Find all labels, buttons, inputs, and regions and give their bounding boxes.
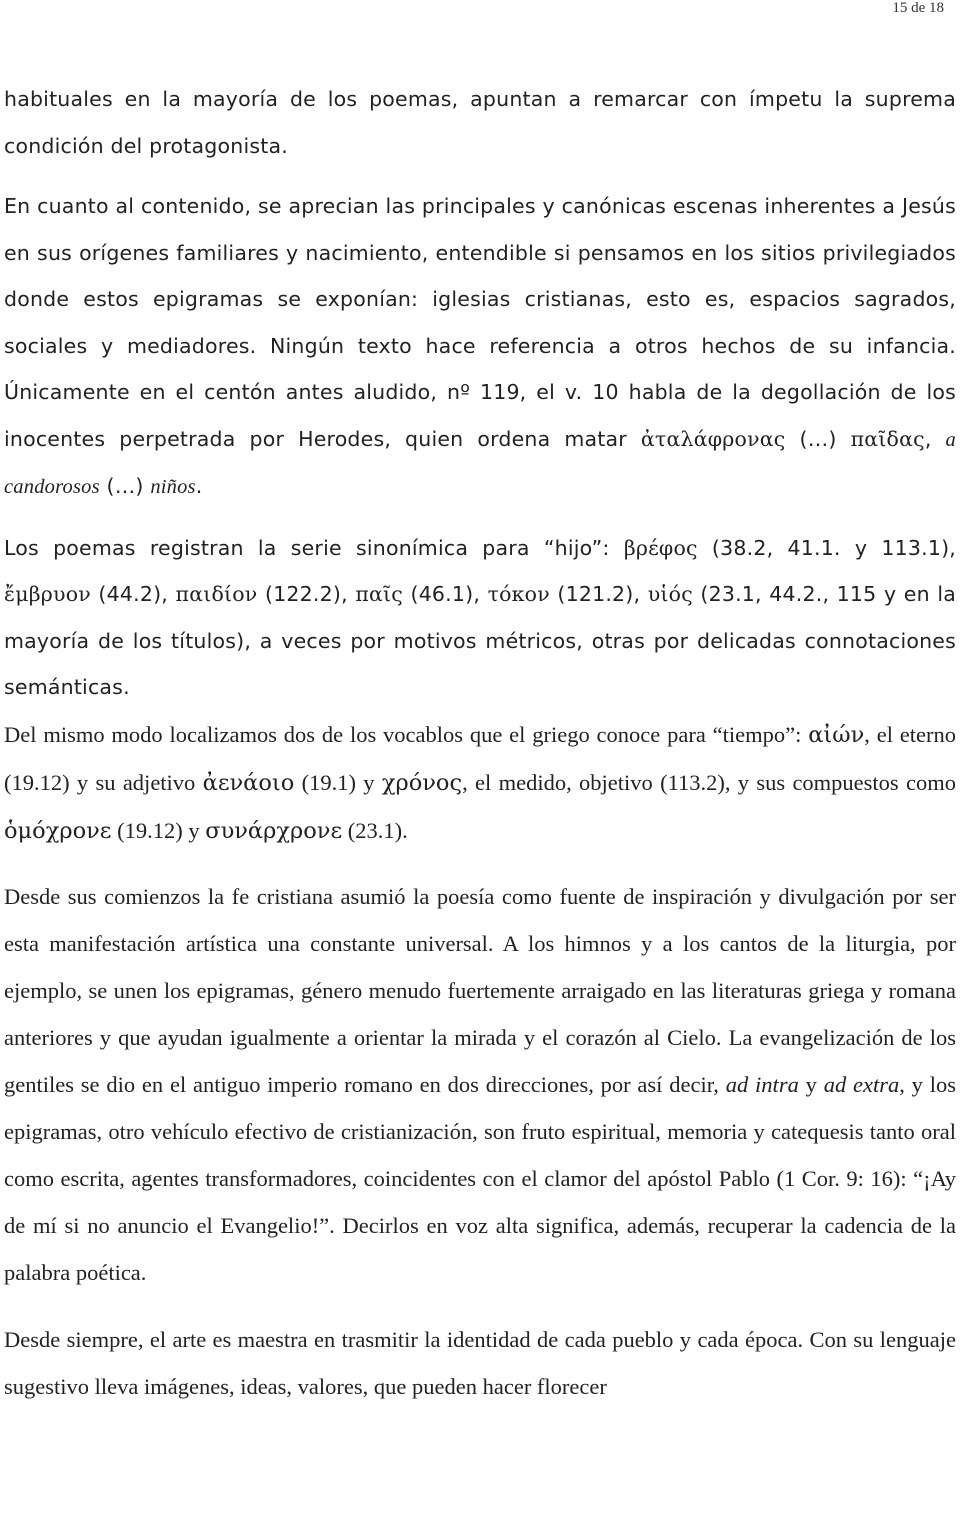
greek-term: υἱός bbox=[647, 582, 693, 606]
text-segment: habituales en la mayoría de los poemas, apuntan a remarcar con ímpetu la suprema condición del protagonista. bbox=[4, 87, 956, 158]
greek-term: ἀταλάφρονας bbox=[640, 426, 786, 451]
text-segment: (19.1) y bbox=[294, 769, 382, 795]
text-segment: Los poemas registran la serie sinonímica para “hijo”: bbox=[4, 535, 624, 560]
greek-term: παῖδας bbox=[850, 426, 925, 451]
text-segment: , y los epigramas, otro vehículo efectivo de cristianización, son fruto espiritual, memoria y catequesis tanto oral como escrita, agentes transformadores, coincidentes con el clamor del apóstol Pablo (1 Cor. 9: 16): “¡Ay de mí si no anuncio el Evangelio!”. Decirlos en voz alta significa, además, recuperar la cadencia de la palabra poética. bbox=[4, 1071, 957, 1285]
paragraph-5 bbox=[4, 873, 956, 1296]
greek-term: αἰών bbox=[808, 721, 865, 748]
document-body bbox=[4, 76, 956, 1410]
text-segment: (23.1). bbox=[342, 817, 408, 843]
text-segment: (38.2, 41.1. y 113.1), bbox=[697, 535, 956, 560]
greek-term: παῖς bbox=[355, 582, 403, 606]
text-segment: Desde siempre, el arte es maestra en trasmitir la identidad de cada pueblo y cada época. Con su lenguaje sugestivo lleva imágenes, ideas, valores, que pueden hacer florecer bbox=[4, 1326, 956, 1399]
text-segment: . bbox=[195, 474, 203, 498]
text-segment: (46.1), bbox=[402, 582, 488, 606]
text-segment: (19.12) y bbox=[111, 817, 206, 843]
paragraph-6 bbox=[4, 1316, 956, 1410]
text-segment: , bbox=[924, 426, 946, 451]
greek-term: συνάρχρονε bbox=[205, 817, 343, 844]
text-segment: Del mismo modo localizamos dos de los vocablos que el griego conoce para “tiempo”: bbox=[4, 721, 809, 747]
text-segment: (122.2), bbox=[257, 582, 356, 606]
paragraph-2 bbox=[4, 183, 956, 511]
paragraph-3 bbox=[4, 525, 956, 711]
text-segment: , el medido, objetivo (113.2), y sus compuestos como bbox=[462, 769, 956, 795]
text-segment: (23.1, 44.2., 115 y en la mayoría de los títulos), a veces por motivos métricos, otras por delicadas connotaciones semánticas. bbox=[4, 582, 956, 699]
italic-text: niños bbox=[150, 476, 196, 498]
italic-text: a candorosos bbox=[4, 428, 956, 498]
paragraph-4 bbox=[4, 711, 956, 855]
text-segment: (…) bbox=[99, 474, 151, 498]
page-number: 15 de 18 bbox=[892, 0, 944, 16]
greek-term: χρόνος bbox=[381, 769, 463, 796]
italic-text: ad extra bbox=[823, 1071, 900, 1097]
greek-term: τόκον bbox=[487, 582, 550, 606]
text-segment: (…) bbox=[785, 426, 851, 451]
greek-term: ὁμόχρονε bbox=[4, 817, 112, 844]
italic-text: ad intra bbox=[725, 1071, 799, 1097]
greek-term: ἀενάοιο bbox=[202, 769, 295, 796]
text-segment: Desde sus comienzos la fe cristiana asumió la poesía como fuente de inspiración y divulgación por ser esta manifestación artística una constante universal. A los himnos y a los cantos de la liturgia, por ejemplo, se unen los epigramas, género menudo fuertemente arraigado en las literaturas griega y romana anteriores y que ayudan igualmente a orientar la mirada y el corazón al Cielo. La evangelización de los gentiles se dio en el antiguo imperio romano en dos direcciones, por así decir, bbox=[4, 883, 956, 1097]
greek-term: ἔμβρυον bbox=[4, 582, 91, 606]
greek-term: βρέφος bbox=[623, 535, 698, 560]
text-segment: (121.2), bbox=[549, 582, 648, 606]
text-segment: En cuanto al contenido, se aprecian las principales y canónicas escenas inherentes a Jesús en sus orígenes familiares y nacimiento, entendible si pensamos en los sitios privilegiados donde estos epigramas se exponían: iglesias cristianas, esto es, espacios sagrados, sociales y mediadores. Ningún texto hace referencia a otros hechos de su infancia. Únicamente en el centón antes aludido, nº 119, el v. 10 habla de la degollación de los inocentes perpetrada por Herodes, quien ordena matar bbox=[4, 194, 956, 451]
text-segment: (44.2), bbox=[90, 582, 176, 606]
greek-term: παιδίον bbox=[175, 582, 258, 606]
paragraph-1 bbox=[4, 76, 956, 169]
text-segment: y bbox=[798, 1071, 824, 1097]
text-segment: , el eterno (19.12) y su adjetivo bbox=[4, 721, 956, 795]
